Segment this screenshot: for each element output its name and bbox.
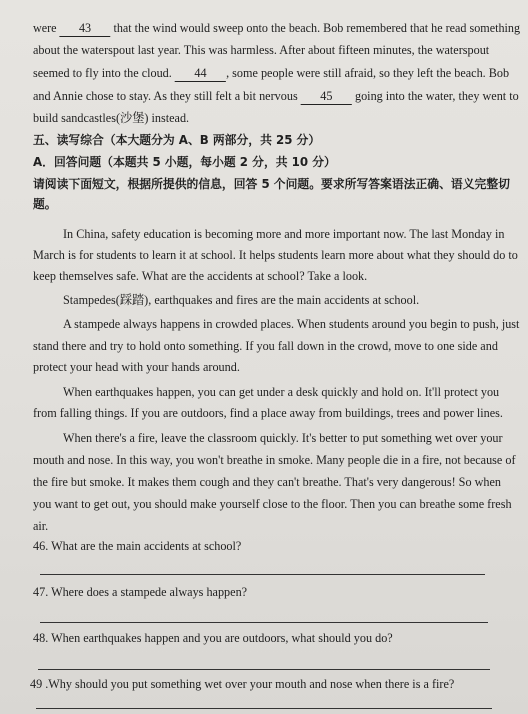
passage-line: keep themselves safe. What are the accidents at school? Take a look. (33, 269, 368, 283)
passage-line: mouth and nose. In this way, you won't breathe in smoke. Many people die in a fire, not because of (33, 453, 516, 467)
blank-44: 44 (175, 65, 226, 82)
cloze-line-2: about the waterspout last year. This was harmless. After about fifteen minutes, the waterspout (33, 43, 490, 57)
blank-45: 45 (301, 88, 352, 105)
passage-line: stand there and try to hold onto something. If you fall down in the crowd, move to one side and (33, 339, 498, 353)
instruction-line-2: 题。 (33, 197, 57, 211)
cloze-line-5: build sandcastles(沙堡) instead. (33, 111, 190, 125)
question-48: 48. When earthquakes happen and you are outdoors, what should you do? (33, 631, 393, 645)
question-46: 46. What are the main accidents at school? (33, 539, 242, 553)
passage-line: air. (33, 519, 49, 533)
section-title: 五、读写综合（本大题分为 A、B 两部分，共 25 分） (33, 133, 321, 147)
cloze-text: seemed to fly into the cloud. (33, 66, 172, 80)
answer-line-47[interactable] (40, 622, 488, 623)
passage-line: When earthquakes happen, you can get under a desk quickly and hold on. It'll protect you (63, 385, 500, 399)
passage-line: Stampedes(踩踏), earthquakes and fires are the main accidents at school. (63, 293, 420, 307)
cloze-text: that the wind would sweep onto the beach. Bob remembered that he read something (113, 21, 520, 35)
passage-line: March is for students to learn it at school. It helps students learn more about what they should do to (33, 248, 518, 262)
cloze-text: , some people were still afraid, so they left the beach. Bob (226, 66, 510, 80)
instruction-line-1: 请阅读下面短文，根据所提供的信息，回答 5 个问题。要求所写答案语法正确、语义完整切 (33, 177, 510, 191)
cloze-text: were (33, 21, 57, 35)
cloze-text: going into the water, they went to (354, 89, 519, 103)
answer-line-46[interactable] (40, 574, 485, 575)
passage-line: you want to get out, you should make yourself close to the floor. Then you can breathe some fresh (33, 497, 512, 511)
cloze-line-4 (33, 88, 520, 105)
question-47: 47. Where does a stampede always happen? (33, 585, 248, 599)
passage-line: When there's a fire, leave the classroom quickly. It's better to put something wet over your (63, 431, 503, 445)
passage-line: protect your head with your hands around. (33, 360, 240, 374)
passage-line: In China, safety education is becoming more and more important now. The last Monday in (63, 227, 505, 241)
cloze-text: and Annie chose to stay. As they still felt a bit nervous (33, 89, 298, 103)
passage-line: A stampede always happens in crowded places. When students around you begin to push, just (63, 317, 520, 331)
answer-line-48[interactable] (38, 669, 490, 670)
passage-line: the fire but smoke. It makes them cough and they can't breathe. That's very dangerous! So when (33, 475, 502, 489)
question-49: 49 .Why should you put something wet over your mouth and nose when there is a fire? (30, 677, 455, 691)
passage-line: from falling things. If you are outdoors, find a place away from buildings, trees and power lines. (33, 406, 503, 420)
cloze-line-1 (33, 20, 520, 37)
answer-line-49[interactable] (36, 708, 492, 709)
cloze-line-3 (33, 65, 520, 82)
blank-43: 43 (60, 20, 111, 37)
section-subtitle: A．回答问题（本题共 5 小题，每小题 2 分，共 10 分） (33, 155, 336, 169)
